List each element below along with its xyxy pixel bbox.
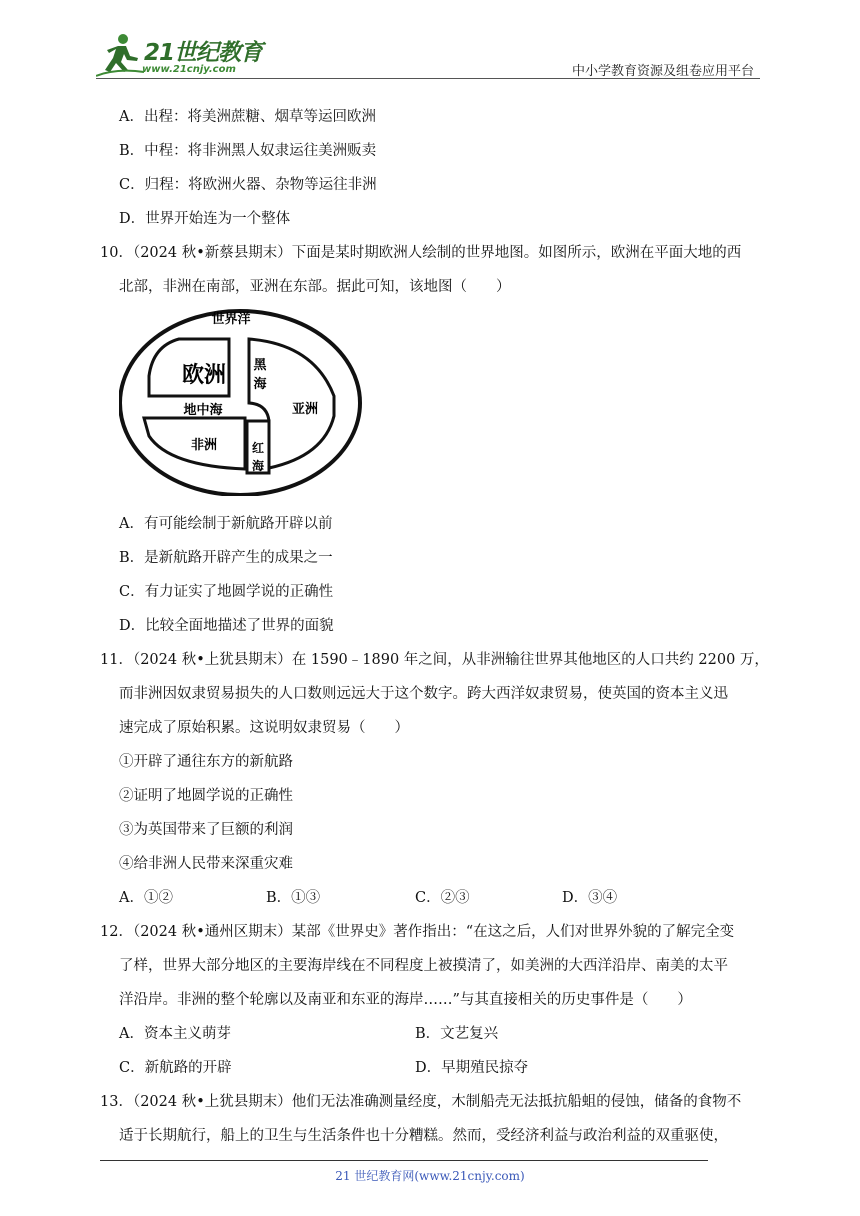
q13-stem-line1: 13．（2024 秋•上犹县期末）他们无法准确测量经度，木制船壳无法抵抗船蛆的侵蚀，储备的食物不 — [100, 1094, 742, 1110]
q9-option-b: B．中程：将非洲黑人奴隶运往美洲贩卖 — [119, 143, 377, 159]
q10-stem-line1: 10．（2024 秋•新蔡县期末）下面是某时期欧洲人绘制的世界地图。如图所示，欧洲在平面大地的西 — [100, 245, 742, 261]
header-divider — [96, 78, 760, 79]
world-map-diagram — [119, 306, 369, 496]
page-footer: 21 世纪教育网(www.21cnjy.com) — [335, 1169, 525, 1183]
label-red-sea-1: 红 — [251, 441, 265, 455]
q11-option-d: D．③④ — [562, 890, 618, 906]
q10-stem-line2: 北部，非洲在南部，亚洲在东部。据此可知，该地图（ ） — [119, 279, 511, 295]
q11-option-b: B．①③ — [266, 890, 321, 906]
label-africa: 非洲 — [190, 438, 218, 453]
q12-option-b: B．文艺复兴 — [415, 1026, 499, 1042]
q12-option-d: D．早期殖民掠夺 — [415, 1060, 529, 1076]
label-red-sea-2: 海 — [251, 459, 265, 473]
q11-item-1: ①开辟了通往东方的新航路 — [119, 754, 293, 770]
label-world-ocean: 世界洋 — [211, 312, 251, 327]
q11-item-2: ②证明了地圆学说的正确性 — [119, 788, 293, 804]
q11-stem-line3: 速完成了原始积累。这说明奴隶贸易（ ） — [119, 720, 409, 736]
q10-option-a: A．有可能绘制于新航路开辟以前 — [119, 516, 333, 532]
q9-option-d: D．世界开始连为一个整体 — [119, 211, 291, 227]
label-mediterranean: 地中海 — [183, 403, 223, 418]
q10-option-d: D．比较全面地描述了世界的面貌 — [119, 618, 334, 634]
footer-divider — [100, 1160, 708, 1161]
q12-option-a: A．资本主义萌芽 — [119, 1026, 231, 1042]
label-black-sea-2: 海 — [253, 377, 267, 392]
label-europe: 欧洲 — [181, 362, 227, 388]
q9-option-c: C．归程：将欧洲火器、杂物等运往非洲 — [119, 177, 377, 193]
q11-option-a: A．①② — [119, 890, 173, 906]
label-black-sea-1: 黑 — [253, 358, 267, 373]
q12-stem-line1: 12．（2024 秋•通州区期末）某部《世界史》著作指出：“在这之后，人们对世界外貌的了解完全变 — [100, 924, 735, 940]
q12-option-c: C．新航路的开辟 — [119, 1060, 232, 1076]
site-logo — [96, 32, 266, 78]
runner-logo-icon — [96, 32, 146, 78]
q11-option-c: C．②③ — [415, 890, 470, 906]
q12-stem-line3: 洋沿岸。非洲的整个轮廓以及南亚和东亚的海岸……”与其直接相关的历史事件是（ ） — [119, 992, 692, 1008]
platform-name: 中小学教育资源及组卷应用平台 — [571, 64, 754, 79]
q11-item-4: ④给非洲人民带来深重灾难 — [119, 856, 293, 872]
q11-item-3: ③为英国带来了巨额的利润 — [119, 822, 293, 838]
q9-option-a: A．出程：将美洲蔗糖、烟草等运回欧洲 — [119, 109, 376, 125]
logo-text: 21世纪教育 — [144, 40, 263, 66]
q10-option-b: B．是新航路开辟产生的成果之一 — [119, 550, 333, 566]
q12-stem-line2: 了样，世界大部分地区的主要海岸线在不同程度上被摸清了，如美洲的大西洋沿岸、南美的太平 — [119, 958, 728, 974]
label-asia: 亚洲 — [291, 402, 319, 417]
q11-stem-line2: 而非洲因奴隶贸易损失的人口数则远远大于这个数字。跨大西洋奴隶贸易，使英国的资本主义迅 — [119, 686, 728, 702]
page-header — [96, 30, 760, 80]
q10-option-c: C．有力证实了地圆学说的正确性 — [119, 584, 334, 600]
q13-stem-line2: 适于长期航行，船上的卫生与生活条件也十分糟糕。然而，受经济利益与政治利益的双重驱使， — [119, 1128, 728, 1144]
logo-url: www.21cnjy.com — [142, 64, 236, 75]
q11-stem-line1: 11．（2024 秋•上犹县期末）在 1590﹣1890 年之间，从非洲输往世界其他地区的人口共约 2200 万， — [100, 652, 769, 668]
